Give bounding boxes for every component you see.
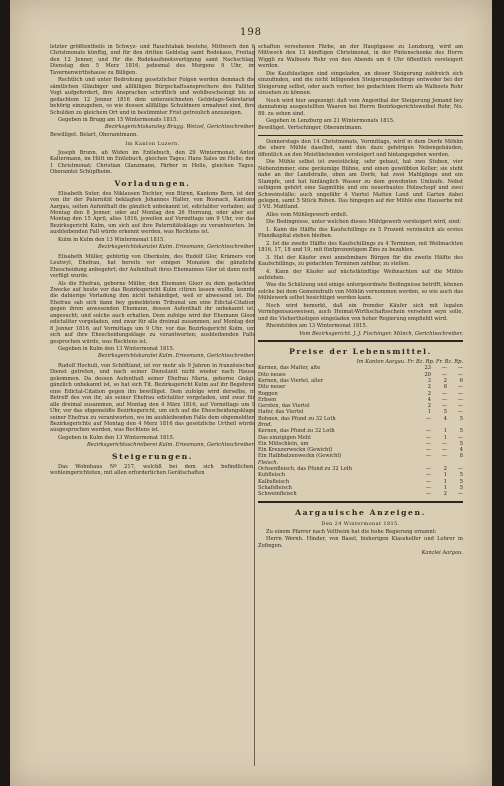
paragraph: schaften versehenen Färbe, an der Hauptgasse zu Lenzburg, wird am Mittwoch den 13 künftigen Christmonat, in der Pintenschenke des Herrn Wiggli zu Walboots Rohr von den Abends um 6 Uhr öffentlich versteigert werden. <box>258 44 463 70</box>
section-subheading: Im Kanton Luzern. <box>125 141 180 148</box>
price-value: — <box>441 440 447 447</box>
paragraph: Das Wohnhaus Nº 217, welchß bei dem sich befindlichen, wohleingerichteten, mit allen erforderlichen Gerätschaften <box>50 463 255 477</box>
condition-item: 2. Ist die zweite Hälfte des Kaufschillings zu 4 Terminen, mit Weihnachten 1816, 17, 18 und 19, mit fünfprozentigem Zins zu bezahlen. <box>258 240 463 254</box>
price-value: 2 <box>443 466 447 473</box>
price-item: Kernen, das Pfund zu 32 Loth <box>258 428 335 435</box>
price-item: Kernen, das Viertel, alter <box>258 377 324 384</box>
signature: Bezirksgerichtskanzlei Kulm. Eriesmann, Gerichtsschreiber. <box>97 353 255 360</box>
price-item: Ein Mütschlein, um <box>258 440 309 447</box>
paragraph: Die Bedingnisse, unter welchen dieses Mühlgewerb versteigert wird, sind: <box>266 219 462 226</box>
price-value: — <box>457 365 463 372</box>
price-value: — <box>425 428 431 435</box>
price-value: 8 <box>459 453 463 460</box>
price-value: — <box>457 371 463 378</box>
price-value: 1 <box>443 428 447 435</box>
price-value: — <box>441 447 447 454</box>
price-value: — <box>457 466 463 473</box>
condition-item: 4. Kann der Käufer auf nächstkünftige Weihnachten auf die Mühle aufziehen. <box>258 268 463 281</box>
price-item: Kuhfleisch <box>258 472 286 479</box>
signature: Bezirksgerichtskanzley Brugg. Wetzel, Gerichtsschreiber. <box>104 124 255 131</box>
price-item: Erbsen <box>258 396 277 403</box>
prices-title: Preise der Lebensmittel. <box>289 347 432 357</box>
price-value: — <box>425 466 431 473</box>
price-value: 5 <box>459 478 463 485</box>
price-item: Das einzigigen Mehl <box>258 434 311 441</box>
price-value: 1 <box>443 478 447 485</box>
price-item: Roggen <box>258 390 278 397</box>
price-value: 1 <box>427 409 431 416</box>
price-group-heading: Brod. <box>258 422 273 428</box>
approval-note: Bewilliget. Vertschinger, Oberamtmann. <box>258 125 363 132</box>
paragraph: Zu einem Pfarrer nach Veltheim hat die hohe Regierung ernannt: <box>266 529 437 536</box>
price-value: 6 <box>459 377 463 384</box>
price-value: 5 <box>459 415 463 422</box>
price-value: 20 <box>424 371 431 378</box>
price-value: — <box>441 403 447 410</box>
signature: Bezirksgerichtsschreiberei Kulm. Eriesmann, Gerichtsschreiber. <box>87 442 255 449</box>
price-value: — <box>441 371 447 378</box>
divider <box>258 340 463 344</box>
page-number: 198 <box>239 27 263 38</box>
paragraph: Als die Ehefrau, geborne Müller, den Ehemann Gloor zu dem gedachten Zwecke auf heute vor das Bezirksgericht Kulm citiren lassen wollte, konnte die dahierige Vorladung ihm nicht behändiget, weil er abwesend ist. Die Ehefrau sah sich dann bey gemeldetem Tribunal um eine Edictal-Citation gegen ihren anwesenden Ehemann, dessen Aufenthalt ihr unbekannt ist, angesucht; und solche auch erhalten. Dem zufolge wird der Ehemann Gloor edictaliter vorgeladen, und zwar für alle dreimal zusammen, auf Montag den 8 Jenner 1816, auf Vormittags um 9 Uhr, vor das Bezirksgericht Kulm, um sich auf ihre Ehescheidungsklage zu verantworten; ausbleibenden Falls gesprochen würde, was Rechtens ist. <box>50 280 255 345</box>
price-value: 5 <box>459 440 463 447</box>
date-line: Den 24 Wintermonat 1815. <box>321 520 400 527</box>
price-item: Ein Kreuzerweckn (Gewicht) <box>258 447 333 454</box>
price-value: 4 <box>459 447 463 454</box>
price-value: — <box>425 434 431 441</box>
price-value: 5 <box>459 472 463 479</box>
price-value: — <box>441 396 447 403</box>
price-value: 8 <box>443 384 447 391</box>
paragraph: Gegeben in Lenzburg am 21 Wintermonats 1815. <box>266 117 395 124</box>
price-value: 2 <box>443 491 447 498</box>
paragraph: Die Kaufslustigen sind eingeladen, an dieser Steigerung zahlreich sich einzufinden, und die nicht billigenden Steigerungsbedinge entweder bei der Steigerung selbst, oder auch vorher, bei gedachtem Herrn als Walboots Rohr einsehen zu können. <box>258 70 463 97</box>
price-value: 4 <box>427 396 431 403</box>
condition-item: 3. Hat der Käufer zwei annehmbare Bürgen für die zweite Hälfte des Kaufschillings, zu gedachten Terminen zahlbar, zu stellen. <box>258 254 463 268</box>
price-item: Kalbsfleisch <box>258 478 290 485</box>
price-item: Dito neuer <box>258 384 286 391</box>
condition-item: 1. Kann die Hälfte des Kaufschillings zu 5 Prozent verzinslich als erstes Pfandkapital stehen bleiben. <box>258 226 463 240</box>
price-value: — <box>425 484 431 491</box>
price-item: Bohnen, das Pfund zu 32 Loth <box>258 415 336 422</box>
right-column <box>258 44 463 558</box>
price-value: — <box>457 396 463 403</box>
paragraph: Was die Schätzung und einige untergeordnete Bedingnisse betrifft, können solche bei dem Gemeindrath von Möhlin vernommen werden, so wie auch das Mühlewerk selbst besichtiget werden kann. <box>258 282 463 302</box>
price-value: — <box>425 478 431 485</box>
paragraph: Gegeben in Kulm den 13 Wintermonat 1815. <box>58 346 175 353</box>
paragraph: Die Mühle selbst ist zweistöckig, sehr gebaut, hat zwo Stuben, vier Nebenzimmer, eine geräumige Bühne, und einen gewölbten Keller; sie steht nahe an der Landstraße, oben am Dorfe, hat zwei Mahlgänge und ein Stampfe, und hat hinlänglich Wasser zu dem gewohnten Umlaufe. Nebst selbigem gehört eine Sagmühle und ein neuerbautes Holzschopf und zwei Schweinställe; auch ungefähr 4 Viertel Matten Land und Garten dabei gelegen, samt 5 Stück Reben. Das hingegen auf der Mühle eine Hauserbe mit 3 Vtl. Mattland. <box>258 159 463 211</box>
price-value: 1 <box>443 484 447 491</box>
paragraph: Gegeben in Brugg am 15 Wintermonats 1815. <box>58 116 178 123</box>
paragraph: Gegeben in Kulm den 13 Wintermonat 1815. <box>58 434 175 441</box>
paragraph: Rheinfelden am 13 Wintermonat 1815. <box>266 323 368 330</box>
price-value: — <box>457 390 463 397</box>
paragraph: Alles vom Mühlegewerb ordelt. <box>266 211 348 218</box>
price-table <box>258 359 463 498</box>
price-value: 23 <box>424 365 431 372</box>
price-value: — <box>425 440 431 447</box>
price-value: — <box>457 384 463 391</box>
price-value: — <box>457 409 463 416</box>
price-value: — <box>425 447 431 454</box>
price-value: — <box>441 365 447 372</box>
price-column-header: Im Kanton Aargau. Fr. Bz. Rp. Fr. Bz. Rp. <box>356 359 463 366</box>
price-value: 4 <box>443 415 447 422</box>
signature: Bezirksgerichtskanzlei Kulm. Eriesmann, Gerichtsschreiber. <box>97 244 255 251</box>
paragraph: Elisabeth Müller, gebürtig von Oberkulm, des Rudolf Glor, Krämers von Leutwyl, Ehefrau, hat bereits vor einigen Monaten die gänzliche Ehescheidung anbegehrt; der Aufenthalt ihres Ehemannes Glor ist dann nicht verfügt wurde. <box>50 253 255 280</box>
paragraph: Herrn Wernh. Hinder, von Basel, bisherigen Klasshelfer und Lehrer in Zofingen. <box>258 536 463 549</box>
price-value: — <box>425 472 431 479</box>
section-heading: Aargauische Anzeigen. <box>295 507 426 517</box>
price-row <box>258 491 463 497</box>
price-value: — <box>425 415 431 422</box>
price-item: Ein Halbbatzenweckn (Gewicht) <box>258 453 342 460</box>
price-item: Dito neues <box>258 371 286 378</box>
price-value: 2 <box>427 384 431 391</box>
price-value: 3 <box>427 377 431 384</box>
paragraph: Donnerstags den 14 Christmonats, Vormittags, wird in dem Dorfe Möhlin die ebere Mühle daselbst, samt den dazu gehörigen Nebengebäuden, öffentlich an den Meistbietenden versteigert und hintangegeben werden. <box>258 138 463 158</box>
section-heading: Vorladungen. <box>114 178 191 188</box>
price-value: — <box>457 403 463 410</box>
price-value: 1 <box>443 434 447 441</box>
price-value: — <box>425 453 431 460</box>
price-value: — <box>457 491 463 498</box>
paragraph: Joseph Brunn, ab Widen im Entlebuch, den 29 Wintermonat; Anton Kaltermann, im Hütt im Entlebuch, gleichen Tages; Hans Sales im Holle; den 1 Christmonat; Christian Glanzmann, Färber in Holle, gleichen Tages. Oberamtei Schüpfheim. <box>50 149 255 176</box>
price-value: 5 <box>459 428 463 435</box>
price-value: 2 <box>427 390 431 397</box>
price-item: Schafsfleisch <box>258 484 292 491</box>
approval-note: Bewilliget. Belart, Oberamtmann. <box>50 131 138 138</box>
price-value: — <box>441 453 447 460</box>
paragraph: Noch wird bemerkt, daß ein fremder Käufer sich mit legalen Vermögensausweisen, auch Heimat-Wirthschaftsschein versehen seyn solle, und die Viehertlustigen eingeladen von hoher Regierung empfiehlt wird. <box>258 302 463 322</box>
price-value: — <box>457 434 463 441</box>
price-item: Ochsenfleisch, das Pfund zu 32 Loth <box>258 466 352 473</box>
newspaper-page <box>10 0 492 786</box>
price-value: — <box>425 491 431 498</box>
price-value: 5 <box>459 484 463 491</box>
section-heading: Steigerungen. <box>112 451 193 461</box>
price-value: — <box>441 390 447 397</box>
price-item: Hafer, das Viertel <box>258 409 304 416</box>
divider <box>258 135 463 136</box>
paragraph: Noch wird hier angezeigt: daß vom Angenthal der Steigerung Jemand bey dannahmig ausgestellten Waaren bei Herrn Bezirksgerichtsweibel Rohr, No. 89. zu sehen sind. <box>258 97 463 117</box>
paragraph: Rechtlich und unter Bedrohung gesetzlicher Folgen werden demnach die sämtlichen Gläubiger und allfälligen Bürgschaftsansprechere des Falliten Vogt aufgefordert, ihre Ansprachen schriftlich und wohlbescheinigt bis zu gedachtem 12 Jenner 1816 dem unterzeichneten Geldstags-Sekretariat behörig einzugeben, so wie dessen allfällige Schuldnere ermahnet sind, ihre Schulden zu gleichem Ort und in bestimmter Frist getreulich anzuzeigen. <box>50 77 255 116</box>
signature: Vom Bezirksgericht. J. J. Fischinger. Münch, Gerichtsschreiber. <box>299 330 463 337</box>
paragraph: Kulm in Kulm den 13 Wintermonat 1815. <box>58 236 165 243</box>
paragraph: Elisabeth Suter, des Niklausen Tochter, von Büren, Kantons Bern, ist den von ihr der Paternität beklagten Johannes Haller, von Rosnach, Kantons Aargau, seiten Aufenthalt die gänzlich unbekannt ist, edictaliter vorladen; auf Montag den 8 Jenner, oder auf Montag den 26 Hornung, oder aber auf Montag den 15 April, alles 1816, jeweilen auf Vormittags um 9 Uhr, vor das Bezirksgericht Kulm, um sich auf ihre Paternitätsklage zu verantworten. Im ausbleibenden Fall würde erkennt werden, was Rechtens ist. <box>50 190 255 236</box>
price-value: 2 <box>427 403 431 410</box>
price-value: 5 <box>443 409 447 416</box>
divider <box>258 501 463 505</box>
paragraph: Rudolf Hochuli, von Schöftland, ist vor mehr als 9 Jahren in französischen Dienst getreten, und nach seiner Dienstzeit nicht wieder nach Hause gekommen. Da dessen Aufenthalt seiner Ehefrau Maria, geborne Gnägi, gänzlich unbekannt ist, so hat sich Tit. Bezirksgericht Kulm auf ihr Begehren eine Edictal-Citation gegen ihn bewilliget. Dem zufolge wird derselbe, in Betreff des von ihr, als seiner Ehefrau edictaliter vorgeladen, und zwar für alle dreimal zusammen, auf Montag den 4 März 1816, auf Vormittags um 9 Uhr, vor das obgemeldte Bezirksgericht, um sich auf die Ehescheidungsklage seiner Ehefrau zu verantworten, wo im ausbleibenden Falle dem obgemeldten Bezirksgerichte auf Montag den 4 Merz 1816 das gesetzliche Urtheil würde ausgesprochen werden, was Rechtens ist. <box>50 362 255 434</box>
price-value: 2 <box>443 377 447 384</box>
price-item: Schweinfleisch <box>258 491 297 498</box>
price-group-heading: Fleisch. <box>258 459 279 466</box>
price-item: Kernen, das Malter, alte <box>258 365 321 372</box>
left-column <box>50 44 255 478</box>
price-item: Gersten, das Viertel <box>258 403 310 410</box>
signature: Kanzlei Aargau. <box>421 550 463 557</box>
price-value: 1 <box>443 472 447 479</box>
paragraph: letzter größtentheils in Schwyz- und Rauchtabak bestehe, Mittwoch den 6 Christmonats künftig, und für den dritten Geldstag samt Rodekaus, Freitag den 12 Jenner, und für die Rodekaufsnotsvertigung samt Nachschlag, Dienstag den 5 Merz 1816, jedesmal des Morgens 9 Uhr, im Tavernenwirthshause zu Billigen. <box>50 44 255 76</box>
